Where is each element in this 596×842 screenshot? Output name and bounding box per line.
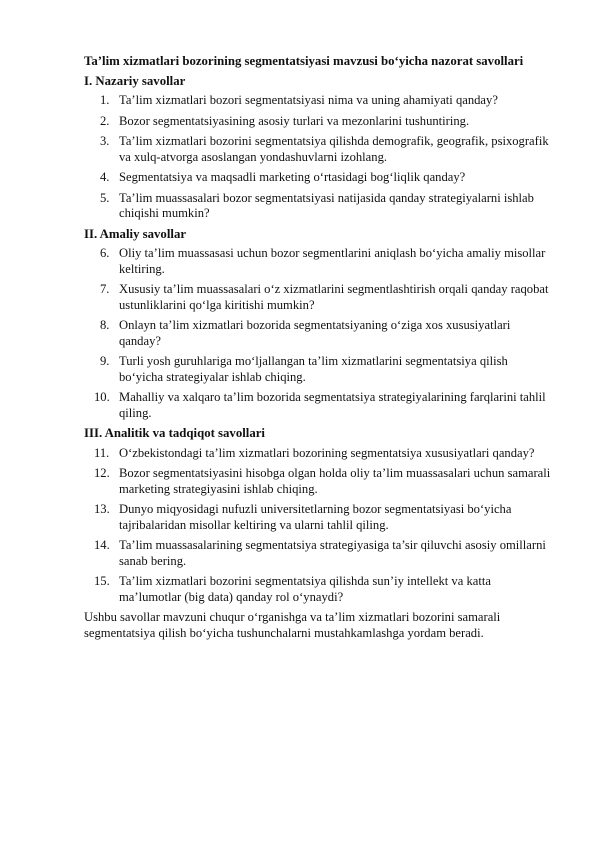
conclusion-paragraph: Ushbu savollar mavzuni chuqur o‘rganishga va ta’lim xizmatlari bozorini samarali segmentatsiya qilish bo‘yicha tushunchalarni mustahkamlashga yordam beradi. [84,610,501,640]
question-number: 13. [94,502,110,516]
question-item [84,446,554,462]
question-item [84,466,554,497]
question-text: Ta’lim muassasalari bozor segmentatsiyasi natijasida qanday strategiyalarni ishlab chiqishi mumkin? [119,190,534,220]
question-text: Ta’lim xizmatlari bozori segmentatsiyasi nima va uning ahamiyati qanday? [119,93,498,107]
question-text: Oliy ta’lim muassasasi uchun bozor segmentlarini aniqlash bo‘yicha amaliy misollar keltiring. [119,246,546,276]
question-number: 10. [94,390,110,404]
question-item [84,354,554,385]
document-page [84,54,554,641]
question-text: Mahalliy va xalqaro ta’lim bozorida segmentatsiya strategiyalarining farqlarini tahlil qiling. [119,390,546,420]
question-number: 9. [100,354,110,368]
question-number: 14. [94,538,110,552]
question-text: Bozor segmentatsiyasini hisobga olgan holda oliy ta’lim muassasalari uchun samarali marketing strategiyasini ishlab chiqing. [119,466,551,496]
sections-container [84,74,554,606]
question-item [84,93,554,109]
section-heading: I. Nazariy savollar [84,73,186,88]
question-text: Ta’lim muassasalarining segmentatsiya strategiyasiga ta’sir qiluvchi asosiy omillarni sanab bering. [119,538,546,568]
question-number: 8. [100,318,110,332]
question-item [84,502,554,533]
question-number: 5. [100,190,110,205]
question-text: Turli yosh guruhlariga mo‘ljallangan ta’lim xizmatlarini segmentatsiya qilish bo‘yicha strategiyalar ishlab chiqing. [119,354,508,384]
question-number: 12. [94,466,110,480]
question-item [84,170,554,186]
question-number: 7. [100,282,110,296]
question-text: Onlayn ta’lim xizmatlari bozorida segmentatsiyaning o‘ziga xos xususiyatlari qanday? [119,318,511,348]
question-number: 11. [94,445,110,460]
question-number: 3. [100,134,110,148]
question-number: 4. [100,170,110,184]
section-heading: III. Analitik va tadqiqot savollari [84,426,265,440]
question-number: 6. [100,246,110,260]
question-item [84,114,554,130]
document-title: Ta’lim xizmatlari bozorining segmentatsiyasi mavzusi bo‘yicha nazorat savollari [84,54,524,68]
question-number: 1. [100,93,110,107]
question-number: 2. [100,113,110,128]
question-item [84,318,554,349]
question-list [84,246,554,421]
question-item [84,191,554,222]
question-text: Bozor segmentatsiyasining asosiy turlari va mezonlarini tushuntiring. [119,113,470,128]
question-item [84,390,554,421]
question-item [84,246,554,277]
question-text: Ta’lim xizmatlari bozorini segmentatsiya qilishda sun’iy intellekt va katta ma’lumotlar (big data) qanday rol o‘ynaydi? [119,574,491,604]
question-item [84,538,554,569]
question-text: Dunyo miqyosidagi nufuzli universitetlarning bozor segmentatsiyasi bo‘yicha tajribalaridan misollar keltiring va ularni tahlil qiling. [119,502,512,532]
question-item [84,282,554,313]
question-item [84,574,554,605]
question-number: 15. [94,574,110,588]
question-list [84,93,554,222]
question-text: O‘zbekistondagi ta’lim xizmatlari bozorining segmentatsiya xususiyatlari qanday? [119,445,535,460]
question-text: Segmentatsiya va maqsadli marketing o‘rtasidagi bog‘liqlik qanday? [119,170,466,184]
section-heading: II. Amaliy savollar [84,226,187,241]
question-text: Ta’lim xizmatlari bozorini segmentatsiya qilishda demografik, geografik, psixografik va xulq-atvorga asoslangan yondashuvlarni izohlang. [119,134,549,164]
question-item [84,134,554,165]
question-list [84,446,554,606]
question-text: Xususiy ta’lim muassasalari o‘z xizmatlarini segmentlashtirish orqali qanday raqobat ustunliklarini qo‘lga kiritishi mumkin? [119,282,549,312]
